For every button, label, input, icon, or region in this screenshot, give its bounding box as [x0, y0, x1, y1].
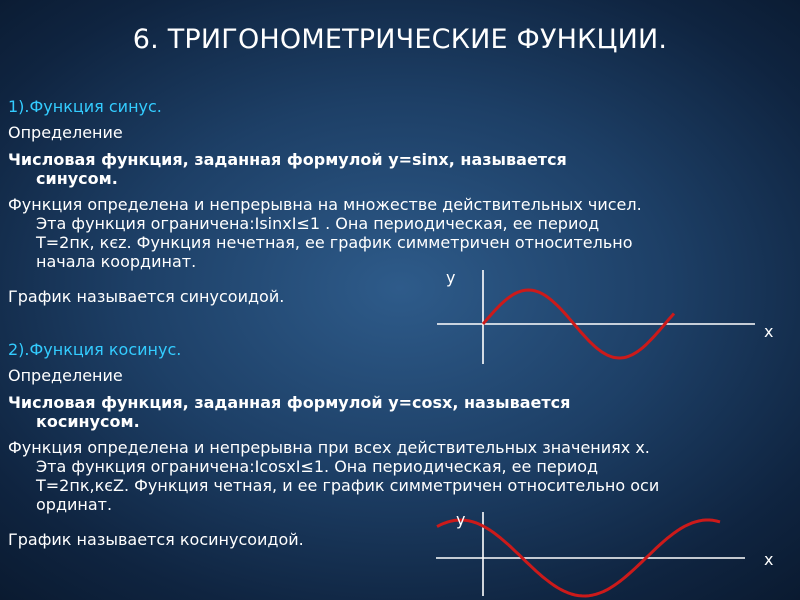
cosine-props-line3: T=2пк,кєZ. Функция четная, и ее график симметричен относительно оси [36, 476, 660, 495]
sine-graph-caption: График называется синусоидой. [8, 287, 285, 306]
sine-props-line4: начала координат. [36, 252, 197, 271]
sine-definition-line1: Числовая функция, заданная формулой y=sinx, называется [8, 150, 567, 169]
sine-definition-line2: синусом. [36, 169, 118, 188]
sine-heading: 1).Функция синус. [8, 97, 162, 116]
cosine-heading: 2).Функция косинус. [8, 340, 182, 359]
sine-props-line1: Функция определена и непрерывна на множестве действительных чисел. [8, 195, 642, 214]
cosine-x-label: x [764, 550, 774, 569]
cosine-graph-caption: График называется косинусоидой. [8, 530, 304, 549]
cosine-definition-label: Определение [8, 366, 123, 385]
sine-props-line3: T=2пк, кєz. Функция нечетная, ее график симметричен относительно [36, 233, 633, 252]
sine-props-line2: Эта функция ограничена:IsinxI≤1 . Она периодическая, ее период [36, 214, 600, 233]
cosine-props-line1: Функция определена и непрерывна при всех действительных значениях x. [8, 438, 650, 457]
cosine-props-line4: ординат. [36, 495, 113, 514]
cosine-definition-line1: Числовая функция, заданная формулой y=cosx, называется [8, 393, 571, 412]
slide-title: 6. ТРИГОНОМЕТРИЧЕСКИЕ ФУНКЦИИ. [132, 24, 668, 55]
sine-x-label: x [764, 322, 774, 341]
sine-y-label: y [446, 268, 456, 287]
cosine-y-label: y [456, 510, 466, 529]
cosine-props-line2: Эта функция ограничена:IcosxI≤1. Она периодическая, ее период [36, 457, 599, 476]
cosine-definition-line2: косинусом. [36, 412, 140, 431]
sine-definition-label: Определение [8, 123, 123, 142]
